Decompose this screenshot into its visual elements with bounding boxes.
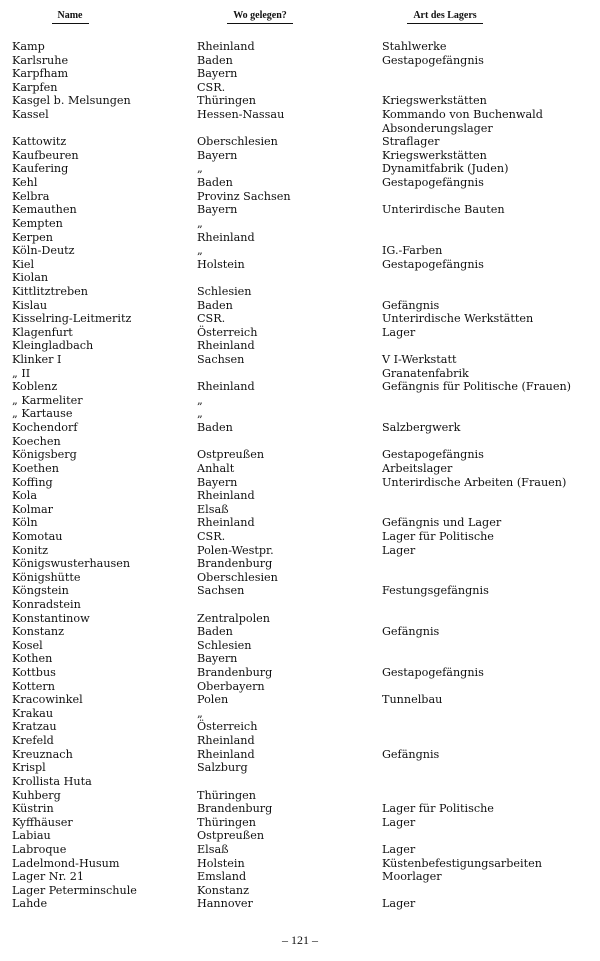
camp-type: Gefängnis — [382, 298, 440, 312]
list-item — [0, 67, 600, 81]
camp-type: Dynamitfabrik (Juden) — [382, 162, 509, 176]
camp-name: Kuhberg — [12, 788, 61, 802]
camp-type: V I-Werkstatt — [382, 353, 457, 367]
list-item — [0, 789, 600, 803]
camp-name: Koethen — [12, 461, 59, 475]
camp-location: Hannover — [197, 897, 253, 911]
list-item — [0, 720, 600, 734]
camp-type: IG.-Farben — [382, 244, 443, 258]
camp-name: Krakau — [12, 706, 54, 720]
camp-type: Kriegswerkstätten — [382, 148, 487, 162]
camp-type: Gestapogefängnis — [382, 53, 484, 67]
camp-name: Lager Peterminschule — [12, 883, 137, 897]
list-item — [0, 707, 600, 721]
camp-name: Karpfham — [12, 67, 69, 81]
camp-location: Rheinland — [197, 489, 255, 503]
camp-type: Gefängnis — [382, 747, 440, 761]
camp-type: Unterirdische Werkstätten — [382, 312, 534, 326]
camp-type: Gestapogefängnis — [382, 176, 484, 190]
camp-location: Rheinland — [197, 380, 255, 394]
camp-name: Koffing — [12, 475, 53, 489]
camp-location: „ — [197, 706, 203, 720]
list-item — [0, 421, 600, 435]
camp-type: Arbeitslager — [382, 461, 453, 475]
camp-location: Thüringen — [197, 94, 256, 108]
camp-location: Bayern — [197, 203, 238, 217]
camp-type: Lager für Politische — [382, 529, 494, 543]
camp-type: Granatenfabrik — [382, 366, 469, 380]
list-item — [0, 326, 600, 340]
list-item — [0, 353, 600, 367]
list-item — [0, 176, 600, 190]
camp-name: Kelbra — [12, 189, 50, 203]
column-header-name — [30, 10, 110, 24]
camp-name: Königshütte — [12, 570, 81, 584]
camp-type: Lager — [382, 325, 416, 339]
camp-location: „ — [197, 407, 203, 421]
list-item — [0, 271, 600, 285]
camp-location: Konstanz — [197, 883, 250, 897]
list-item — [0, 244, 600, 258]
list-item — [0, 435, 600, 449]
camp-location: Polen-Westpr. — [197, 543, 274, 557]
list-item — [0, 380, 600, 394]
camp-name: Kleingladbach — [12, 339, 94, 353]
list-item — [0, 162, 600, 176]
camp-type: Gefängnis — [382, 625, 440, 639]
camp-location: Elsaß — [197, 502, 229, 516]
camp-name: Kaufering — [12, 162, 69, 176]
list-item — [0, 503, 600, 517]
camp-name: Kaufbeuren — [12, 148, 79, 162]
camp-type: Unterirdische Bauten — [382, 203, 505, 217]
camp-name: Konradstein — [12, 597, 81, 611]
camp-name: Kochendorf — [12, 421, 78, 435]
camp-type: Moorlager — [382, 870, 442, 884]
camp-location: Österreich — [197, 325, 258, 339]
list-item — [0, 516, 600, 530]
camp-type: Lager — [382, 842, 416, 856]
camp-name: Kehl — [12, 176, 38, 190]
camp-name: Kreuznach — [12, 747, 73, 761]
camp-name: Kolmar — [12, 502, 53, 516]
list-item — [0, 734, 600, 748]
camp-name: „ Kartause — [12, 407, 73, 421]
camp-name: Labroque — [12, 842, 67, 856]
camp-name: Krefeld — [12, 734, 54, 748]
list-item — [0, 571, 600, 585]
camp-location: Oberschlesien — [197, 570, 278, 584]
list-item — [0, 843, 600, 857]
camp-location: „ — [197, 244, 203, 258]
page-number: – 121 – — [282, 933, 318, 947]
camp-type: Kommando von Buchenwald — [382, 108, 543, 122]
camp-location: Emsland — [197, 870, 247, 884]
camp-type: Absonderungslager — [382, 121, 493, 135]
list-item — [0, 448, 600, 462]
camp-type: Gestapogefängnis — [382, 257, 484, 271]
list-item — [0, 122, 600, 136]
camp-name: Konitz — [12, 543, 48, 557]
camp-name: Kislau — [12, 298, 48, 312]
camp-location: Baden — [197, 176, 233, 190]
list-item — [0, 476, 600, 490]
camp-name: Königswusterhausen — [12, 557, 131, 571]
list-item — [0, 285, 600, 299]
camp-location: „ — [197, 393, 203, 407]
camp-location: Schlesien — [197, 638, 252, 652]
camp-location: Salzburg — [197, 761, 248, 775]
camp-location: Österreich — [197, 720, 258, 734]
camp-location: Sachsen — [197, 353, 245, 367]
column-header-type-label: Art des Lagers — [407, 10, 482, 24]
list-item — [0, 816, 600, 830]
camp-name: Komotau — [12, 529, 63, 543]
camp-location: Anhalt — [197, 461, 235, 475]
camp-location: CSR. — [197, 312, 226, 326]
camp-type: Gefängnis und Lager — [382, 516, 502, 530]
camp-name: Köngstein — [12, 584, 69, 598]
list-item — [0, 299, 600, 313]
list-item — [0, 680, 600, 694]
camp-name: Kosel — [12, 638, 43, 652]
list-item — [0, 639, 600, 653]
camp-type: Lager — [382, 897, 416, 911]
camp-name: Karlsruhe — [12, 53, 69, 67]
camp-name: Kasgel b. Melsungen — [12, 94, 131, 108]
camp-location: Thüringen — [197, 788, 256, 802]
camp-location: Rheinland — [197, 747, 255, 761]
camp-location: Polen — [197, 693, 229, 707]
camp-name: Lahde — [12, 897, 48, 911]
list-item — [0, 884, 600, 898]
list-item — [0, 40, 600, 54]
camp-name: Kerpen — [12, 230, 54, 244]
camp-location: Holstein — [197, 257, 245, 271]
list-item — [0, 489, 600, 503]
camp-location: „ — [197, 162, 203, 176]
camp-name: Kisselring-Leitmeritz — [12, 312, 132, 326]
list-item — [0, 54, 600, 68]
camp-location: Baden — [197, 625, 233, 639]
list-item — [0, 81, 600, 95]
camp-location: Hessen-Nassau — [197, 108, 285, 122]
camp-location: CSR. — [197, 529, 226, 543]
camp-type: Gefängnis für Politische (Frauen) — [382, 380, 572, 394]
camp-type: Lager für Politische — [382, 802, 494, 816]
camp-type: Gestapogefängnis — [382, 666, 484, 680]
camp-name: Kiolan — [12, 271, 49, 285]
camp-name: Kattowitz — [12, 135, 67, 149]
camp-name: Karpfen — [12, 80, 58, 94]
camp-type: Kriegswerkstätten — [382, 94, 487, 108]
camp-name: Kittlitztreben — [12, 284, 88, 298]
list-item — [0, 870, 600, 884]
camp-location: Ostpreußen — [197, 448, 265, 462]
camp-type: Unterirdische Arbeiten (Frauen) — [382, 475, 567, 489]
list-item — [0, 367, 600, 381]
camp-location: Bayern — [197, 475, 238, 489]
list-item — [0, 761, 600, 775]
list-item — [0, 407, 600, 421]
camp-location: Rheinland — [197, 516, 255, 530]
list-item — [0, 897, 600, 911]
list-item — [0, 612, 600, 626]
camp-location: „ — [197, 216, 203, 230]
list-item — [0, 203, 600, 217]
list-item — [0, 544, 600, 558]
camp-location: Sachsen — [197, 584, 245, 598]
list-item — [0, 339, 600, 353]
camp-name: Krispl — [12, 761, 46, 775]
camp-location: Thüringen — [197, 815, 256, 829]
camp-name: Konstanz — [12, 625, 65, 639]
list-item — [0, 857, 600, 871]
camp-type: Lager — [382, 815, 416, 829]
camp-name: Lager Nr. 21 — [12, 870, 85, 884]
camp-location: Brandenburg — [197, 666, 273, 680]
camp-name: Kemauthen — [12, 203, 77, 217]
camp-location: Schlesien — [197, 284, 252, 298]
camp-name: Kola — [12, 489, 38, 503]
camp-name: Kracowinkel — [12, 693, 83, 707]
camp-location: Bayern — [197, 67, 238, 81]
camp-type: Stahlwerke — [382, 40, 447, 53]
camp-location: Rheinland — [197, 40, 255, 53]
camp-type: Festungsgefängnis — [382, 584, 489, 598]
list-item — [0, 584, 600, 598]
list-item — [0, 190, 600, 204]
camp-location: Baden — [197, 53, 233, 67]
camp-type: Küstenbefestigungsarbeiten — [382, 856, 542, 870]
list-item — [0, 775, 600, 789]
camp-location: Brandenburg — [197, 802, 273, 816]
camp-location: Oberschlesien — [197, 135, 278, 149]
column-header-type — [385, 10, 505, 24]
column-header-name-label: Name — [52, 10, 89, 24]
camp-location: Ostpreußen — [197, 829, 265, 843]
camp-name: Ladelmond-Husum — [12, 856, 120, 870]
camp-location: Baden — [197, 298, 233, 312]
camp-location: Rheinland — [197, 339, 255, 353]
camp-location: Holstein — [197, 856, 245, 870]
camp-name: Kiel — [12, 257, 35, 271]
camp-name: Koblenz — [12, 380, 58, 394]
camp-name: Koechen — [12, 434, 61, 448]
camp-location: Oberbayern — [197, 679, 265, 693]
list-item — [0, 802, 600, 816]
list-item — [0, 625, 600, 639]
list-item — [0, 135, 600, 149]
camp-location: Bayern — [197, 652, 238, 666]
camp-name: Klinker I — [12, 353, 62, 367]
list-item — [0, 217, 600, 231]
camp-name: Kempten — [12, 216, 63, 230]
list-item — [0, 149, 600, 163]
camp-location: Bayern — [197, 148, 238, 162]
camp-name: Kothen — [12, 652, 53, 666]
camp-name: Königsberg — [12, 448, 77, 462]
camp-name: „ Karmeliter — [12, 393, 83, 407]
list-item — [0, 829, 600, 843]
camp-location: Zentralpolen — [197, 611, 270, 625]
list-item — [0, 312, 600, 326]
list-item — [0, 94, 600, 108]
camp-name: Konstantinow — [12, 611, 90, 625]
camp-name: Köln — [12, 516, 38, 530]
list-item — [0, 748, 600, 762]
list-item — [0, 557, 600, 571]
camp-name: Kassel — [12, 108, 49, 122]
camp-name: „ II — [12, 366, 31, 380]
camp-name: Krollista Huta — [12, 774, 92, 788]
list-item — [0, 530, 600, 544]
list-item — [0, 652, 600, 666]
camp-location: Rheinland — [197, 734, 255, 748]
camp-name: Labiau — [12, 829, 51, 843]
camp-type: Gestapogefängnis — [382, 448, 484, 462]
camp-name: Kamp — [12, 40, 45, 53]
camp-name: Klagenfurt — [12, 325, 73, 339]
camp-location: Elsaß — [197, 842, 229, 856]
camp-list — [0, 40, 600, 911]
camp-name: Köln-Deutz — [12, 244, 75, 258]
list-item — [0, 693, 600, 707]
camp-name: Küstrin — [12, 802, 54, 816]
list-item — [0, 108, 600, 122]
camp-location: Baden — [197, 421, 233, 435]
camp-location: CSR. — [197, 80, 226, 94]
list-item — [0, 231, 600, 245]
camp-type: Straflager — [382, 135, 440, 149]
camp-location: Provinz Sachsen — [197, 189, 291, 203]
camp-name: Kottern — [12, 679, 55, 693]
column-header-location — [210, 10, 310, 24]
camp-location: Brandenburg — [197, 557, 273, 571]
camp-name: Kratzau — [12, 720, 57, 734]
camp-type: Lager — [382, 543, 416, 557]
list-item — [0, 462, 600, 476]
list-item — [0, 258, 600, 272]
camp-name: Kottbus — [12, 666, 56, 680]
list-item — [0, 394, 600, 408]
list-item — [0, 666, 600, 680]
camp-type: Tunnelbau — [382, 693, 443, 707]
camp-type: Salzbergwerk — [382, 421, 461, 435]
list-item — [0, 598, 600, 612]
camp-location: Rheinland — [197, 230, 255, 244]
column-header-location-label: Wo gelegen? — [227, 10, 293, 24]
camp-name: Kyffhäuser — [12, 815, 73, 829]
